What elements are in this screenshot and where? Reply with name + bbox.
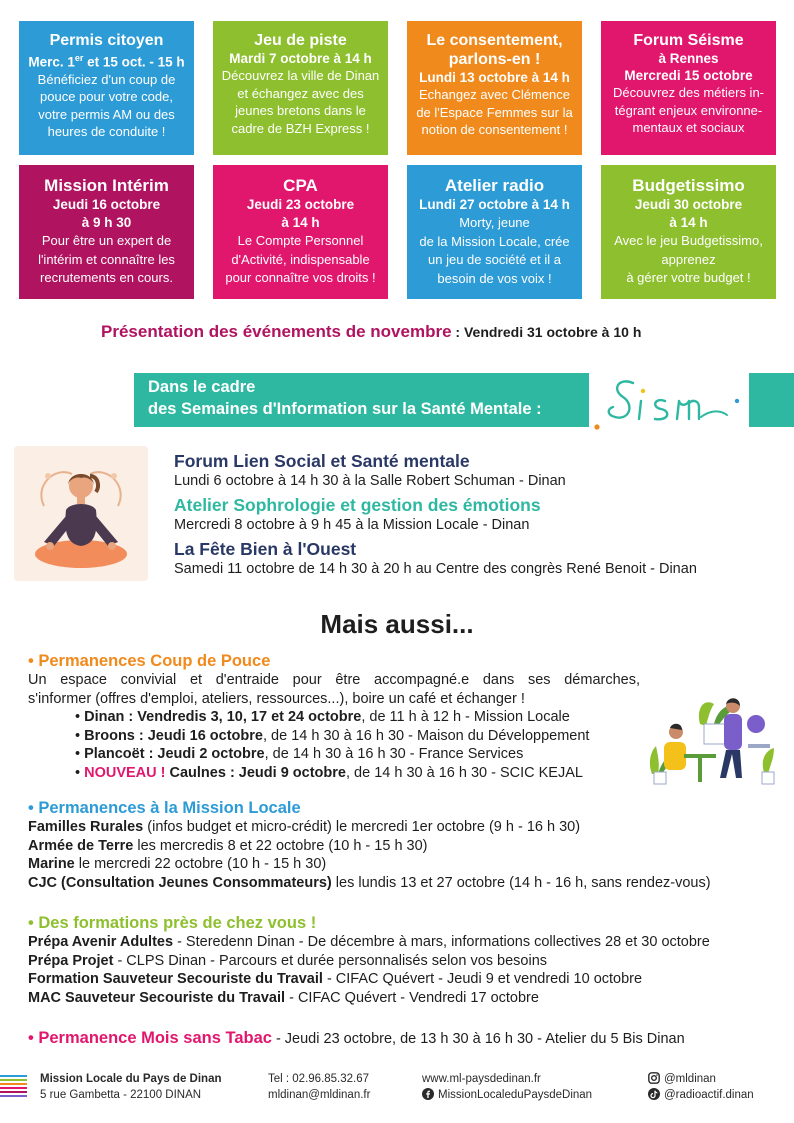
item-rest: , de 14 h 30 à 16 h 30 - Maison du Développement (262, 727, 590, 744)
item-rest: - CLPS Dinan - Parcours et durée personnalisés selon vos besoins (113, 952, 548, 969)
card-subtitle: à Rennes (658, 51, 719, 66)
card-title: Jeu de piste (254, 32, 347, 49)
card-date: à 14 h (281, 215, 320, 230)
event-cards-grid (19, 21, 779, 299)
tabac-line (28, 1028, 768, 1049)
card-description: apprenez (661, 251, 716, 267)
item-bold: MAC Sauveteur Secouriste du Travail (28, 989, 286, 1006)
event-card (407, 165, 582, 299)
list-item (28, 818, 768, 837)
item-rest: - CIFAC Quévert - Jeudi 9 et vendredi 10 octobre (322, 971, 643, 987)
sism-logo (589, 371, 749, 433)
tabac-heading: • Permanence Mois sans Tabac (28, 1029, 272, 1047)
list-item: • Dinan : Vendredis 3, 10, 17 et 24 octobre, de 11 h à 12 h - Mission Locale (75, 709, 570, 725)
card-date: Mardi 7 octobre à 14 h (229, 51, 372, 66)
card-date: Jeudi 23 octobre (246, 197, 355, 212)
tiktok-handle: @radioactif.dinan (664, 1089, 754, 1101)
event-title: Forum Lien Social et Santé mentale (174, 451, 470, 471)
card-description: mentaux et sociaux (632, 120, 745, 135)
formations-heading: • Des formations près de chez vous ! (28, 914, 317, 932)
event-title: Atelier Sophrologie et gestion des émotions (174, 495, 541, 515)
card-description: cadre de BZH Express ! (231, 120, 370, 136)
footer-address: 5 rue Gambetta - 22100 DINAN (40, 1089, 202, 1101)
item-rest: - Steredenn Dinan - De décembre à mars, informations collectives 28 et 30 octobre (173, 934, 710, 950)
card-description: un jeu de société et il a (428, 252, 561, 267)
tabac-section (28, 1028, 768, 1049)
list-item (28, 855, 768, 874)
card-description: notion de consentement ! (421, 122, 568, 137)
item-rest: , de 11 h à 12 h - Mission Locale (361, 709, 570, 725)
card-title: parlons-en ! (448, 51, 541, 68)
card-description: pouce pour votre code, (40, 89, 173, 104)
list-item (28, 952, 768, 971)
item-bold: Armée de Terre (28, 837, 134, 854)
tabac-details: - Jeudi 23 octobre, de 13 h 30 à 16 h 30 - Atelier du 5 Bis Dinan (271, 1031, 685, 1047)
footer-website[interactable]: www.ml-paysdedinan.fr (422, 1073, 541, 1085)
item-bold: Broons : Jeudi 16 octobre (84, 727, 263, 744)
footer-org-name: Mission Locale du Pays de Dinan (40, 1073, 222, 1085)
card-description: Découvrez des métiers in- (613, 85, 764, 100)
card-date: Jeudi 30 octobre (634, 197, 743, 212)
coup-de-pouce-intro-1: Un espace convivial et d'entraide pour être accompagné.e dans ses démarches, (28, 672, 640, 688)
card-title: CPA (283, 176, 318, 195)
card-date: à 14 h (669, 215, 708, 230)
card-description: de la Mission Locale, crée (419, 233, 570, 249)
footer-instagram[interactable] (648, 1071, 754, 1087)
list-item (28, 933, 768, 952)
card-date-part: et 15 oct. - 15 h (83, 54, 185, 70)
item-rest: , de 14 h 30 à 16 h 30 - France Services (264, 746, 524, 762)
november-presentation (101, 322, 641, 342)
item-bold: Plancoët : Jeudi 2 octobre (84, 746, 265, 762)
footer-phone: Tel : 02.96.85.32.67 (268, 1073, 370, 1085)
card-description: l'intérim et connaître les (38, 251, 175, 267)
meeting-illustration (644, 694, 780, 786)
instagram-handle: @mldinan (664, 1073, 716, 1085)
nouveau-badge: NOUVEAU ! (84, 764, 166, 781)
item-rest: , de 14 h 30 à 16 h 30 - SCIC KEJAL (345, 764, 583, 781)
item-bold: Marine (28, 856, 75, 872)
item-bold: Formation Sauveteur Secouriste du Travail (28, 971, 323, 987)
formations-heading-text: Des formations près de chez vous ! (38, 914, 317, 932)
card-description: tégrant enjeux environne- (614, 102, 763, 118)
card-description: Morty, jeune (459, 215, 530, 230)
item-bold: CJC (Consultation Jeunes Consommateurs) (28, 874, 332, 891)
presentation-title: Présentation des événements de novembre (101, 322, 452, 341)
footer-stripes-logo (0, 1075, 27, 1099)
item-bold: Dinan : Vendredis 3, 10, 17 et 24 octobre (84, 709, 362, 725)
formations-section (28, 913, 768, 1007)
card-title: Permis citoyen (49, 32, 164, 49)
event-card (19, 165, 194, 299)
card-description: de l'Espace Femmes sur la (416, 104, 573, 120)
item-rest: les lundis 13 et 27 octobre (14 h - 16 h, sans rendez-vous) (331, 874, 711, 891)
meditation-illustration (14, 446, 148, 581)
card-description: heures de conduite ! (47, 124, 166, 139)
item-bold: Familles Rurales (28, 819, 144, 835)
card-description: pour connaître vos droits ! (225, 270, 376, 285)
card-date: Mercredi 15 octobre (624, 68, 753, 83)
coup-de-pouce-heading-text: Permanences Coup de Pouce (38, 652, 271, 670)
card-description: et échangez avec des (237, 85, 364, 101)
card-title: Mission Intérim (44, 176, 169, 195)
event-card (213, 21, 388, 155)
card-date-part: Merc. 1 (28, 54, 75, 70)
tiktok-icon (648, 1088, 660, 1100)
event-card (601, 21, 776, 155)
card-title: Budgetissimo (632, 176, 745, 195)
card-description: Echangez avec Clémence (418, 87, 571, 102)
card-title: Atelier radio (444, 176, 545, 195)
list-item (28, 874, 768, 893)
mission-locale-heading-text: Permanences à la Mission Locale (38, 799, 301, 817)
sism-events-list (174, 450, 774, 582)
item-bold: Prépa Projet (28, 952, 114, 969)
list-item: • Plancoët : Jeudi 2 octobre, de 14 h 30 à 16 h 30 - France Services (75, 746, 524, 762)
card-date: à 9 h 30 (81, 215, 132, 230)
card-description: recrutements en cours. (40, 270, 173, 285)
card-description: Pour être un expert de (41, 233, 172, 248)
mission-locale-section (28, 798, 768, 892)
event-detail: Mercredi 8 octobre à 9 h 45 à la Mission Locale - Dinan (174, 517, 530, 533)
footer-email[interactable]: mldinan@mldinan.fr (268, 1089, 371, 1101)
card-date: Lundi 13 octobre à 14 h (419, 70, 570, 85)
item-rest: - CIFAC Quévert - Vendredi 17 octobre (285, 989, 539, 1006)
list-item: • NOUVEAU ! Caulnes : Jeudi 9 octobre, de 14 h 30 à 16 h 30 - SCIC KEJAL (75, 764, 583, 781)
list-item (28, 970, 768, 989)
item-bold: Prépa Avenir Adultes (28, 934, 174, 950)
list-item (28, 989, 768, 1008)
event-card (601, 165, 776, 299)
event-card (213, 165, 388, 299)
event-card (19, 21, 194, 155)
card-description: Le Compte Personnel (237, 233, 364, 248)
tabac-heading-text: Permanence Mois sans Tabac (38, 1029, 272, 1047)
presentation-date: : Vendredi 31 octobre à 10 h (451, 324, 642, 340)
card-title: Forum Séisme (633, 32, 744, 49)
item-rest: (infos budget et micro-crédit) le mercredi 1er octobre (9 h - 16 h 30) (143, 819, 581, 835)
card-description: Bénéficiez d'un coup de (37, 71, 176, 87)
coup-de-pouce-heading: • Permanences Coup de Pouce (28, 652, 271, 670)
card-description: Avec le jeu Budgetissimo, (614, 233, 763, 248)
card-description: jeunes bretons dans le (235, 103, 366, 118)
card-date: Lundi 27 octobre à 14 h (419, 197, 570, 212)
coup-de-pouce-intro-2: s'informer (offres d'emploi, ateliers, ressources...), boire un café et échanger ! (28, 690, 525, 707)
instagram-icon (648, 1072, 660, 1084)
facebook-icon (422, 1088, 434, 1100)
card-date: Jeudi 16 octobre (52, 197, 161, 212)
item-rest: le mercredi 22 octobre (10 h - 15 h 30) (74, 856, 327, 872)
event-detail: Lundi 6 octobre à 14 h 30 à la Salle Robert Schuman - Dinan (174, 473, 566, 489)
event-title: La Fête Bien à l'Ouest (174, 539, 357, 559)
list-item: • Broons : Jeudi 16 octobre, de 14 h 30 à 16 h 30 - Maison du Développement (75, 727, 590, 744)
card-date (25, 50, 188, 71)
item-bold: Caulnes : Jeudi 9 octobre (165, 764, 346, 781)
footer (0, 1071, 794, 1111)
sism-line-1: Dans le cadre (148, 378, 256, 396)
footer-tiktok[interactable] (648, 1087, 754, 1103)
card-description: à gérer votre budget ! (626, 270, 751, 285)
facebook-handle: MissionLocaleduPaysdeDinan (438, 1089, 593, 1101)
event-card (407, 21, 582, 155)
footer-facebook[interactable] (422, 1087, 592, 1103)
card-description: Découvrez la ville de Dinan (221, 68, 380, 83)
item-rest: les mercredis 8 et 22 octobre (10 h - 15 h 30) (133, 837, 428, 854)
event-detail: Samedi 11 octobre de 14 h 30 à 20 h au Centre des congrès René Benoit - Dinan (174, 561, 697, 577)
sism-line-2: des Semaines d'Information sur la Santé Mentale : (148, 400, 542, 418)
card-date-sup: er (74, 53, 84, 63)
mission-locale-heading: • Permanences à la Mission Locale (28, 799, 301, 817)
mais-aussi-heading: Mais aussi... (320, 609, 474, 639)
card-description: votre permis AM ou des (38, 106, 175, 122)
list-item (28, 837, 768, 856)
card-description: besoin de vos voix ! (437, 270, 552, 286)
card-description: d'Activité, indispensable (231, 251, 370, 267)
card-title: Le consentement, (426, 32, 563, 49)
